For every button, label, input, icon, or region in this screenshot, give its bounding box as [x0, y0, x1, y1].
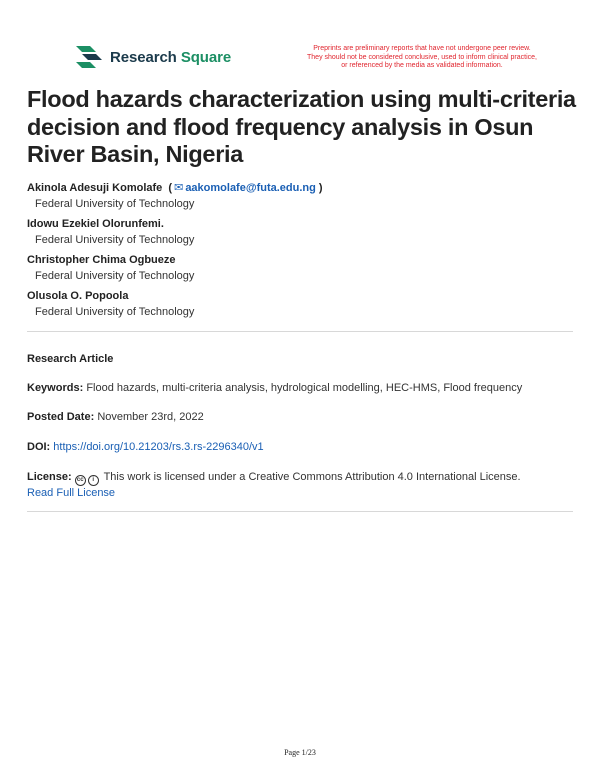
- notice-line: They should not be considered conclusive, used to inform clinical practice,: [307, 53, 537, 61]
- posted-date-label: Posted Date:: [27, 411, 95, 423]
- license: [27, 470, 573, 501]
- page-number: Page 1/23: [284, 748, 316, 757]
- research-square-logo-icon: [74, 44, 104, 70]
- author-name: Olusola O. Popoola: [27, 290, 129, 302]
- author-item: [27, 289, 567, 325]
- logo-text: [110, 49, 231, 66]
- notice-line: or referenced by the media as validated information.: [341, 62, 503, 70]
- read-full-license-link[interactable]: Read Full License: [27, 487, 116, 499]
- keywords: [27, 381, 573, 396]
- research-square-logo[interactable]: [74, 44, 231, 70]
- author-affiliation: Federal University of Technology: [35, 198, 195, 210]
- author-name: Christopher Chima Ogbueze: [27, 254, 176, 266]
- doi-label: DOI:: [27, 441, 51, 453]
- notice-line: Preprints are preliminary reports that have not undergone peer review.: [313, 45, 531, 52]
- keywords-value: Flood hazards, multi-criteria analysis, hydrological modelling, HEC-HMS, Flood frequency: [86, 382, 523, 394]
- author-item: [27, 181, 567, 217]
- paper-title: Flood hazards characterization using multi-criteria decision and flood frequency analysis in Osun River Basin, Nigeria: [27, 86, 576, 167]
- doi: [27, 440, 573, 455]
- author-affiliation: Federal University of Technology: [35, 270, 195, 282]
- email-link[interactable]: aakomolafe@futa.edu.ng: [185, 182, 316, 194]
- article-type-label: Research Article: [27, 353, 114, 365]
- author-affiliation: Federal University of Technology: [35, 306, 195, 318]
- preprint-notice: [272, 45, 572, 71]
- author-name: Akinola Adesuji Komolafe: [27, 182, 163, 194]
- envelope-icon: ✉: [174, 182, 184, 194]
- author-affiliation: Federal University of Technology: [35, 234, 195, 246]
- header: [74, 44, 574, 74]
- author-email: ( ✉ aakomolafe@futa.edu.ng ): [165, 182, 323, 194]
- posted-date: [27, 410, 573, 425]
- creative-commons-icon: cc: [75, 475, 86, 486]
- posted-date-value: November 23rd, 2022: [97, 411, 204, 423]
- logo-word-research: Research: [110, 48, 177, 66]
- license-text: This work is licensed under a Creative Commons Attribution 4.0 International License.: [103, 471, 521, 483]
- logo-word-square: Square: [180, 48, 232, 66]
- divider: [27, 511, 573, 512]
- attribution-icon: i: [88, 475, 99, 486]
- author-name: Idowu Ezekiel Olorunfemi.: [27, 218, 164, 230]
- license-label: License:: [27, 471, 72, 483]
- keywords-label: Keywords:: [27, 382, 84, 394]
- author-item: [27, 217, 567, 253]
- doi-link[interactable]: https://doi.org/10.21203/rs.3.rs-2296340/v1: [53, 441, 264, 453]
- author-item: [27, 253, 567, 289]
- author-list: [27, 181, 567, 325]
- article-type: [27, 352, 573, 367]
- divider: [27, 331, 573, 332]
